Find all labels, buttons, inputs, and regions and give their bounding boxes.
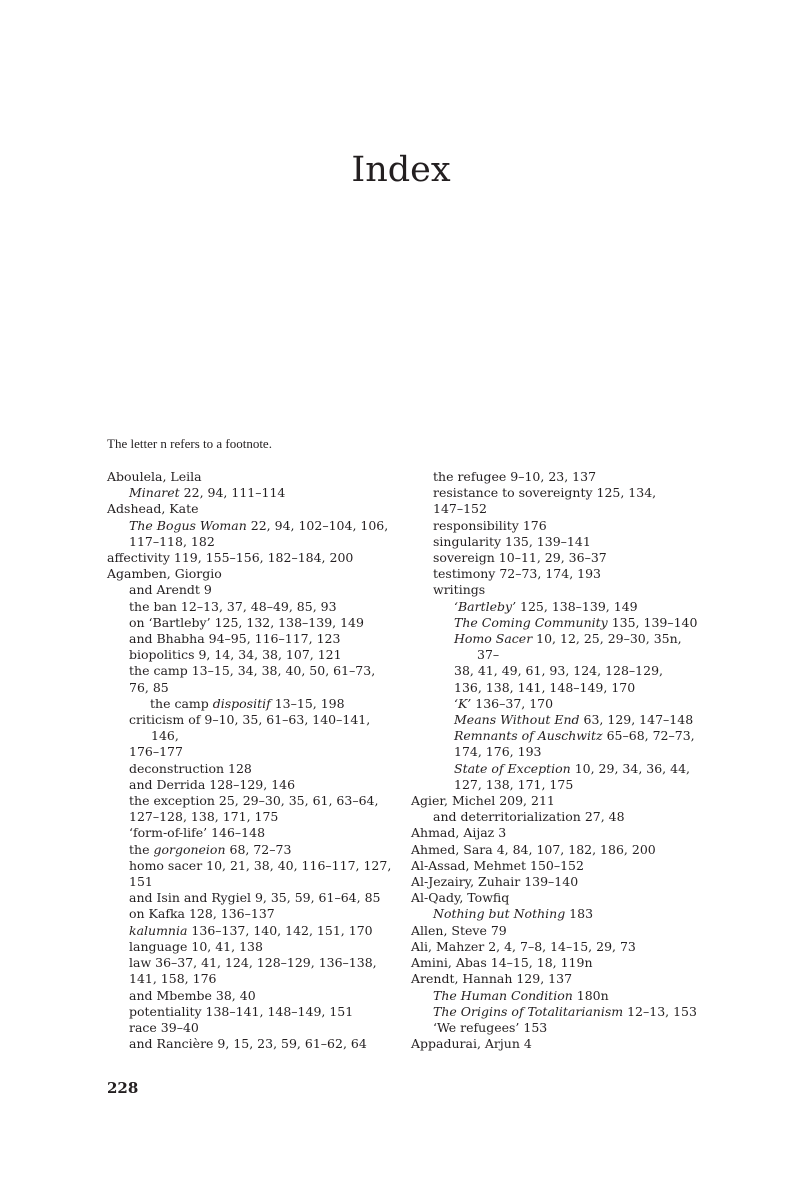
index-line: kalumnia 136–137, 140, 142, 151, 170 — [129, 922, 373, 938]
index-subentry — [107, 1004, 397, 1020]
index-entry — [411, 874, 701, 890]
index-subentry — [107, 890, 397, 906]
index-subentry — [411, 906, 701, 922]
index-line: State of Exception 10, 29, 34, 36, 44, — [454, 760, 690, 776]
index-subentry — [411, 550, 701, 566]
index-line: the camp dispositif 13–15, 198 — [150, 695, 345, 711]
index-line: 38, 41, 49, 61, 93, 124, 128–129, — [454, 663, 664, 679]
index-entry — [107, 566, 397, 582]
index-line: Arendt, Hannah 129, 137 — [411, 971, 573, 987]
index-subsubentry — [107, 696, 397, 712]
index-subentry — [107, 631, 397, 647]
index-line: criticism of 9–10, 35, 61–63, 140–141, 146, — [129, 712, 371, 744]
index-line: Remnants of Auschwitz 65–68, 72–73, — [454, 728, 695, 744]
index-subsubentry — [411, 761, 701, 793]
index-line: 127–128, 138, 171, 175 — [129, 809, 279, 825]
index-line: 117–118, 182 — [129, 533, 215, 549]
index-line: responsibility 176 — [433, 517, 547, 533]
index-line: Appadurai, Arjun 4 — [411, 1036, 532, 1052]
index-subentry — [107, 777, 397, 793]
index-entry — [411, 923, 701, 939]
index-line: The Origins of Totalitarianism 12–13, 153 — [433, 1003, 697, 1019]
index-line: sovereign 10–11, 29, 36–37 — [433, 550, 607, 566]
index-line: 151 — [129, 874, 153, 890]
index-subentry — [411, 582, 701, 598]
index-line: Al-Qady, Towfiq — [411, 890, 510, 906]
index-line: singularity 135, 139–141 — [433, 533, 591, 549]
index-subentry — [411, 809, 701, 825]
index-line: on ‘Bartleby’ 125, 132, 138–139, 149 — [129, 614, 364, 630]
index-line: potentiality 138–141, 148–149, 151 — [129, 1003, 354, 1019]
index-line: Homo Sacer 10, 12, 25, 29–30, 35n, 37– — [454, 631, 682, 663]
index-line: and Arendt 9 — [129, 582, 212, 598]
index-line: The Bogus Woman 22, 94, 102–104, 106, — [129, 517, 389, 533]
index-line: 174, 176, 193 — [454, 744, 542, 760]
index-column-left — [107, 469, 397, 1052]
index-subentry — [107, 939, 397, 955]
index-line: Agier, Michel 209, 211 — [411, 793, 555, 809]
index-subentry — [107, 842, 397, 858]
index-line: the ban 12–13, 37, 48–49, 85, 93 — [129, 598, 337, 614]
index-entry — [411, 793, 701, 809]
index-subentry — [107, 712, 397, 761]
index-subentry — [107, 858, 397, 890]
index-line: deconstruction 128 — [129, 760, 252, 776]
index-subsubentry — [411, 631, 701, 696]
index-line: and Bhabha 94–95, 116–117, 123 — [129, 631, 341, 647]
index-line: writings — [433, 582, 486, 598]
index-column-right — [411, 469, 701, 1052]
index-line: on Kafka 128, 136–137 — [129, 906, 275, 922]
index-line: Amini, Abas 14–15, 18, 119n — [411, 955, 593, 971]
index-subentry — [411, 469, 701, 485]
index-subsubentry — [411, 599, 701, 615]
index-subentry — [107, 647, 397, 663]
index-line: The Coming Community 135, 139–140 — [454, 614, 698, 630]
index-subsubentry — [411, 728, 701, 760]
index-subentry — [107, 825, 397, 841]
index-line: testimony 72–73, 174, 193 — [433, 566, 601, 582]
index-subentry — [107, 485, 397, 501]
index-subentry — [107, 518, 397, 550]
index-line: affectivity 119, 155–156, 182–184, 200 — [107, 550, 354, 566]
index-entry — [411, 1036, 701, 1052]
index-subsubentry — [411, 712, 701, 728]
index-line: Ali, Mahzer 2, 4, 7–8, 14–15, 29, 73 — [411, 938, 636, 954]
index-line: 141, 158, 176 — [129, 971, 217, 987]
index-line: and Isin and Rygiel 9, 35, 59, 61–64, 85 — [129, 890, 381, 906]
index-entry — [107, 469, 397, 485]
index-entry — [411, 939, 701, 955]
index-subentry — [411, 485, 701, 517]
index-line: the refugee 9–10, 23, 137 — [433, 469, 597, 484]
index-subentry — [107, 663, 397, 695]
index-subentry — [107, 582, 397, 598]
index-entry — [411, 825, 701, 841]
index-subentry — [107, 599, 397, 615]
index-line: the gorgoneion 68, 72–73 — [129, 841, 292, 857]
index-line: Minaret 22, 94, 111–114 — [129, 485, 286, 501]
index-subentry — [411, 534, 701, 550]
index-line: The Human Condition 180n — [433, 987, 609, 1003]
index-line: resistance to sovereignty 125, 134, — [433, 485, 657, 501]
index-subentry — [411, 1004, 701, 1020]
index-line: biopolitics 9, 14, 34, 38, 107, 121 — [129, 647, 342, 663]
index-line: Agamben, Giorgio — [107, 566, 222, 582]
index-entry — [411, 842, 701, 858]
index-line: ‘form-of-life’ 146–148 — [129, 825, 266, 841]
index-line: Adshead, Kate — [107, 501, 199, 517]
index-line: and Derrida 128–129, 146 — [129, 776, 296, 792]
index-subsubentry — [411, 696, 701, 712]
index-line: Means Without End 63, 129, 147–148 — [454, 712, 694, 728]
index-subentry — [107, 761, 397, 777]
index-line: ‘K’ 136–37, 170 — [454, 695, 554, 711]
index-subentry — [107, 988, 397, 1004]
index-subentry — [107, 1036, 397, 1052]
index-line: Al-Assad, Mehmet 150–152 — [411, 857, 584, 873]
index-line: and Mbembe 38, 40 — [129, 987, 256, 1003]
index-subentry — [107, 615, 397, 631]
index-line: race 39–40 — [129, 1019, 199, 1035]
index-subentry — [107, 906, 397, 922]
index-note: The letter n refers to a footnote. — [107, 436, 272, 451]
index-line: 76, 85 — [129, 679, 169, 695]
index-entry — [107, 550, 397, 566]
index-subsubentry — [411, 615, 701, 631]
index-subentry — [411, 518, 701, 534]
index-entry — [411, 971, 701, 987]
index-line: ‘We refugees’ 153 — [433, 1019, 548, 1035]
index-line: 147–152 — [433, 501, 487, 517]
index-line: language 10, 41, 138 — [129, 938, 263, 954]
page-number: 228 — [107, 1079, 139, 1097]
index-entry — [411, 858, 701, 874]
index-line: and Rancière 9, 15, 23, 59, 61–62, 64 — [129, 1036, 367, 1052]
index-line: and deterritorialization 27, 48 — [433, 809, 625, 825]
index-line: the camp 13–15, 34, 38, 40, 50, 61–73, — [129, 663, 376, 679]
index-subentry — [411, 1020, 701, 1036]
index-line: Nothing but Nothing 183 — [433, 906, 594, 922]
index-entry — [411, 955, 701, 971]
index-line: the exception 25, 29–30, 35, 61, 63–64, — [129, 793, 379, 809]
index-entry — [107, 501, 397, 517]
index-line: homo sacer 10, 21, 38, 40, 116–117, 127, — [129, 857, 392, 873]
index-entry — [411, 890, 701, 906]
index-line: Ahmad, Aijaz 3 — [411, 825, 507, 841]
page-title: Index — [351, 150, 451, 191]
index-line: Ahmed, Sara 4, 84, 107, 182, 186, 200 — [411, 841, 656, 857]
index-line: Aboulela, Leila — [107, 469, 202, 484]
index-subentry — [107, 923, 397, 939]
index-line: Allen, Steve 79 — [411, 922, 507, 938]
index-subentry — [411, 566, 701, 582]
index-subentry — [411, 988, 701, 1004]
index-subentry — [107, 955, 397, 987]
index-line: 136, 138, 141, 148–149, 170 — [454, 679, 636, 695]
index-line: 176–177 — [129, 744, 183, 760]
index-subentry — [107, 1020, 397, 1036]
index-line: ‘Bartleby’ 125, 138–139, 149 — [454, 598, 638, 614]
index-line: law 36–37, 41, 124, 128–129, 136–138, — [129, 955, 377, 971]
index-line: 127, 138, 171, 175 — [454, 776, 574, 792]
index-line: Al-Jezairy, Zuhair 139–140 — [411, 874, 579, 890]
index-subentry — [107, 793, 397, 825]
